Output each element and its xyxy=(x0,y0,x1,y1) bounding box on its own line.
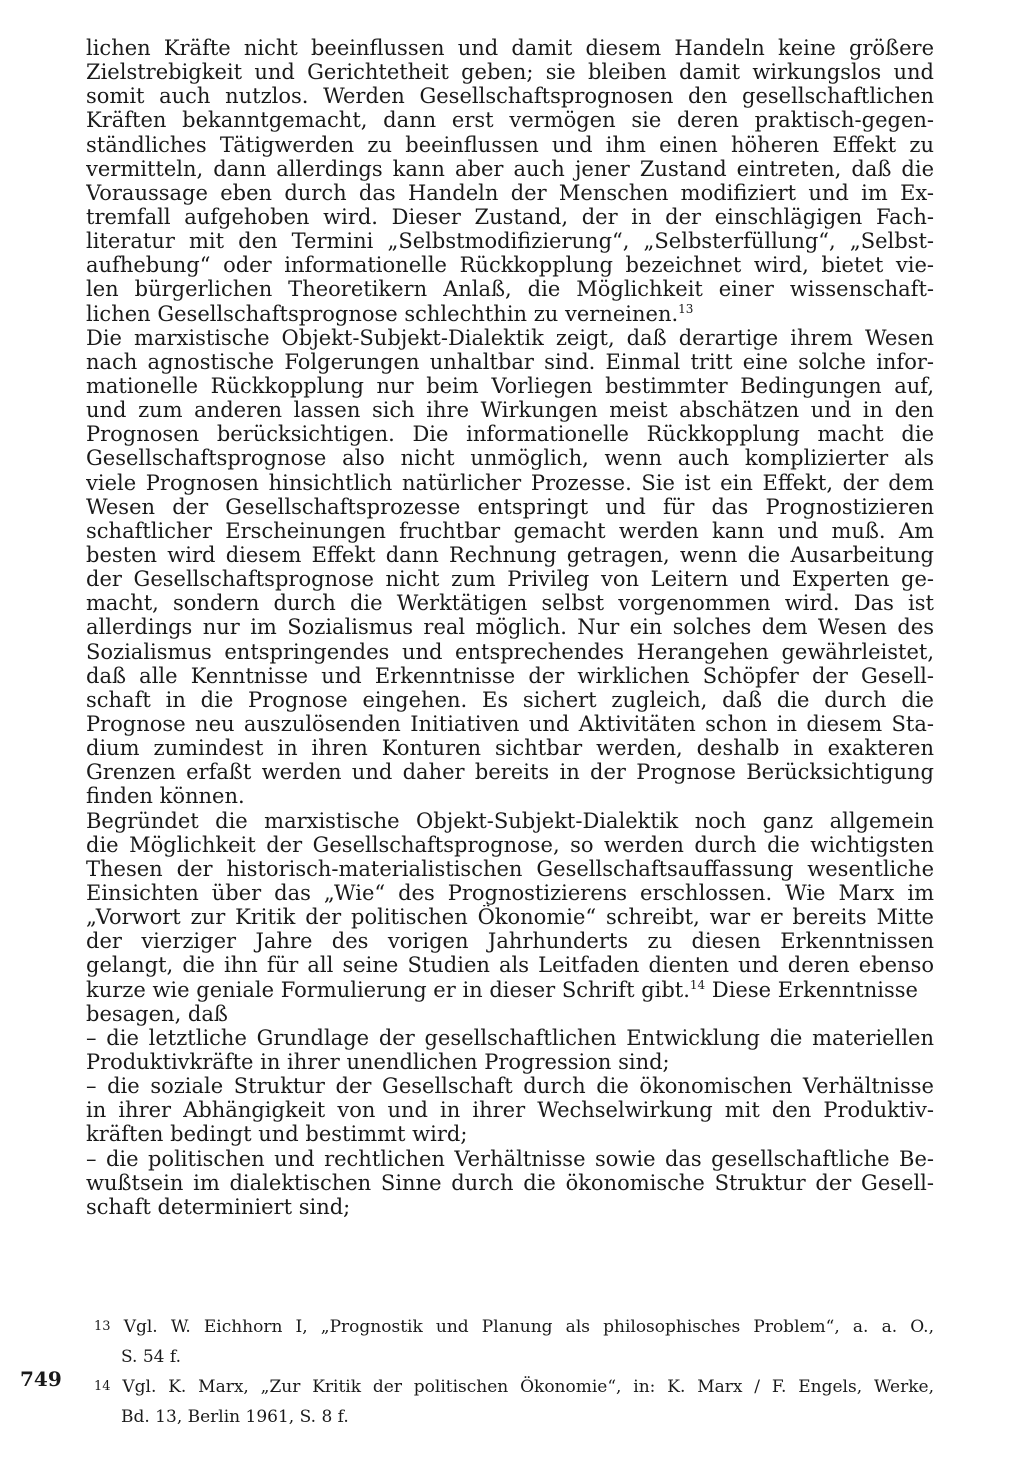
text-line: Einsichten über das „Wie“ des Prognostizierens erschlossen. Wie Marx im xyxy=(86,880,934,905)
footnote-ref-14[interactable]: 14 xyxy=(689,977,706,992)
text-line: Kräften bekanntgemacht, dann erst vermögen sie deren praktisch-gegen- xyxy=(86,108,934,133)
footnotes xyxy=(94,1312,934,1432)
text-line: lichen Kräfte nicht beeinflussen und damit diesem Handeln keine größere xyxy=(86,36,934,60)
footnote-number: 13 xyxy=(94,1319,111,1334)
text-line: wußtsein im dialektischen Sinne durch die ökonomische Struktur der Gesell- xyxy=(86,1170,934,1195)
page-number: 749 xyxy=(20,1367,62,1391)
text-line: macht, sondern durch die Werktätigen selbst vorgenommen wird. Das ist xyxy=(86,591,934,616)
text-line: somit auch nutzlos. Werden Gesellschaftsprognosen den gesellschaftlichen xyxy=(86,84,934,109)
text-line: nach agnostische Folgerungen unhaltbar sind. Einmal tritt eine solche infor- xyxy=(86,349,934,374)
text-line: Gesellschaftsprognose also nicht unmöglich, wenn auch komplizierter als xyxy=(86,446,934,471)
text-line: Thesen der historisch-materialistischen Gesellschaftsauffassung wesentliche xyxy=(86,856,934,881)
footnote-text: Vgl. K. Marx, „Zur Kritik der politischen Ökonomie“, in: K. Marx / F. Engels, Werke, xyxy=(122,1377,934,1397)
text-line: – die politischen und rechtlichen Verhältnisse sowie das gesellschaftliche Be- xyxy=(86,1146,934,1171)
text-line: – die letztliche Grundlage der gesellschaftlichen Entwicklung die materiellen xyxy=(86,1025,934,1050)
footnote-text: Vgl. W. Eichhorn I, „Prognostik und Planung als philosophisches Problem“, a. a. O., xyxy=(123,1317,934,1337)
text-line: daß alle Kenntnisse und Erkenntnisse der wirklichen Schöpfer der Gesell- xyxy=(86,663,934,688)
text-line: schaft in die Prognose eingehen. Es sichert zugleich, daß die durch die xyxy=(86,687,934,712)
line-text-after-ref: Diese Erkenntnisse xyxy=(705,977,918,1002)
text-line: die Möglichkeit der Gesellschaftsprognose, so werden durch die wichtigsten xyxy=(86,832,934,857)
body-text xyxy=(86,36,934,1219)
text-line: Grenzen erfaßt werden und daher bereits in der Prognose Berücksichtigung xyxy=(86,760,934,785)
text-line-with-ref xyxy=(86,302,934,326)
text-line: vermitteln, dann allerdings kann aber auch jener Zustand eintreten, daß die xyxy=(86,156,934,181)
text-line: gelangt, die ihn für all seine Studien als Leitfaden dienten und deren ebenso xyxy=(86,953,934,978)
text-line: mationelle Rückkopplung nur beim Vorliegen bestimmter Bedingungen auf, xyxy=(86,373,934,398)
footnote-number: 14 xyxy=(94,1379,111,1394)
text-line: schaft determiniert sind; xyxy=(86,1194,351,1219)
text-line: Sozialismus entspringendes und entsprechendes Herangehen gewährleistet, xyxy=(86,639,934,664)
text-line: und zum anderen lassen sich ihre Wirkungen meist abschätzen und in den xyxy=(86,398,934,423)
text-line: Voraussage eben durch das Handeln der Menschen modifiziert und im Ex- xyxy=(86,180,934,205)
text-line-with-ref xyxy=(86,978,934,1002)
text-line: allerdings nur im Sozialismus real möglich. Nur ein solches dem Wesen des xyxy=(86,615,934,640)
footnote-14 xyxy=(94,1372,934,1402)
footnote-13-continuation: S. 54 f. xyxy=(121,1347,181,1367)
text-line: der Gesellschaftsprognose nicht zum Privileg von Leitern und Experten ge- xyxy=(86,567,934,592)
text-line: Die marxistische Objekt-Subjekt-Dialektik zeigt, daß derartige ihrem Wesen xyxy=(86,325,934,350)
footnote-ref-13[interactable]: 13 xyxy=(678,301,694,316)
text-line: Zielstrebigkeit und Gerichtetheit geben; sie bleiben damit wirkungslos und xyxy=(86,60,934,85)
text-line: in ihrer Abhängigkeit von und in ihrer Wechselwirkung mit den Produktiv- xyxy=(86,1098,934,1123)
text-line: besten wird diesem Effekt dann Rechnung getragen, wenn die Ausarbeitung xyxy=(86,542,934,567)
text-line: Prognose neu auszulösenden Initiativen und Aktivitäten schon in diesem Sta- xyxy=(86,711,934,736)
text-line: schaftlicher Erscheinungen fruchtbar gemacht werden kann und muß. Am xyxy=(86,518,934,543)
text-line: len bürgerlichen Theoretikern Anlaß, die Möglichkeit einer wissenschaft- xyxy=(86,277,934,302)
text-line: dium zumindest in ihren Konturen sichtbar werden, deshalb in exakteren xyxy=(86,736,934,761)
footnote-14-continuation: Bd. 13, Berlin 1961, S. 8 f. xyxy=(121,1407,349,1427)
text-line: – die soziale Struktur der Gesellschaft durch die ökonomischen Verhältnisse xyxy=(86,1074,934,1099)
text-line: aufhebung“ oder informationelle Rückkopplung bezeichnet wird, bietet vie- xyxy=(86,253,934,278)
text-line: viele Prognosen hinsichtlich natürlicher Prozesse. Sie ist ein Effekt, der dem xyxy=(86,470,934,495)
text-line: Begründet die marxistische Objekt-Subjekt-Dialektik noch ganz allgemein xyxy=(86,808,934,833)
text-line: finden können. xyxy=(86,784,245,809)
text-line: literatur mit den Termini „Selbstmodifizierung“, „Selbsterfüllung“, „Selbst- xyxy=(86,229,934,254)
text-line: Produktivkräfte in ihrer unendlichen Progression sind; xyxy=(86,1049,670,1074)
text-line: besagen, daß xyxy=(86,1001,228,1026)
line-text: kurze wie geniale Formulierung er in dieser Schrift gibt. xyxy=(86,977,690,1002)
text-line: Wesen der Gesellschaftsprozesse entspringt und für das Prognostizieren xyxy=(86,494,934,519)
text-line: ständliches Tätigwerden zu beeinflussen und ihm einen höheren Effekt zu xyxy=(86,132,934,157)
text-line: der vierziger Jahre des vorigen Jahrhunderts zu diesen Erkenntnissen xyxy=(86,929,934,954)
line-text: lichen Gesellschaftsprognose schlechthin zu verneinen. xyxy=(86,301,679,326)
footnote-13 xyxy=(94,1312,934,1342)
text-line: tremfall aufgehoben wird. Dieser Zustand, der in der einschlägigen Fach- xyxy=(86,204,934,229)
text-line: kräften bedingt und bestimmt wird; xyxy=(86,1122,468,1147)
text-line: Prognosen berücksichtigen. Die informationelle Rückkopplung macht die xyxy=(86,422,934,447)
text-line: „Vorwort zur Kritik der politischen Ökonomie“ schreibt, war er bereits Mitte xyxy=(86,905,934,930)
